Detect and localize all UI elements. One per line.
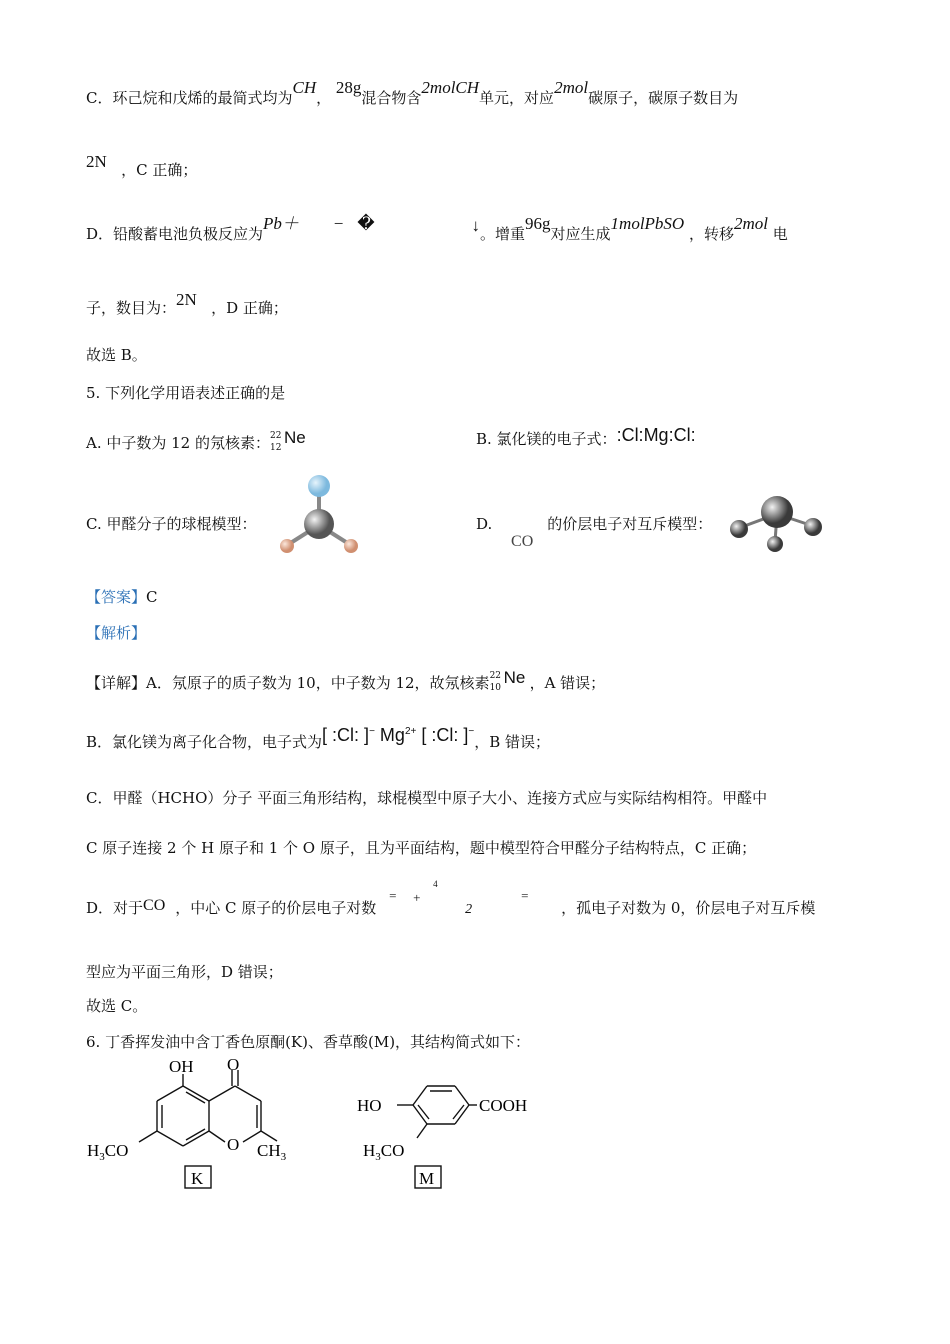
q5-option-c: C. 甲醛分子的球棍模型： xyxy=(86,515,257,533)
c-atom xyxy=(304,509,334,539)
detail-b: B．氯化镁为离子化合物，电子式为[ :Cl: ]− $Mg^{2+}$ [ :Cl: ]−，B 错误； xyxy=(86,725,551,751)
q5-conclusion: 故选 C。 xyxy=(86,997,148,1015)
h-atom xyxy=(280,539,294,553)
formula-2mol: 2mol xyxy=(554,78,589,97)
precipitate-arrow: ↓ xyxy=(471,216,481,235)
svg-text:H3CO: $H_3CO$ xyxy=(87,1141,129,1163)
q4-option-c-line2: 2N ，C 正确； xyxy=(86,152,198,179)
svg-text:O: O xyxy=(227,1058,240,1074)
structure-m-vanillic-acid xyxy=(355,1078,545,1198)
svg-text:O: O xyxy=(227,1135,240,1154)
formula-ch2: CH xyxy=(292,78,317,97)
svg-text:H3CO: $H_3CO$ xyxy=(363,1141,405,1163)
mgcl2-ionic-formula: [ :Cl: ]− $Mg^{2+}$ [ :Cl: ]− xyxy=(322,725,475,745)
answer-line: 【答案】C xyxy=(86,588,158,606)
structure-k-chromone xyxy=(85,1058,305,1198)
formula-28g: 28g xyxy=(335,78,362,97)
h-atom xyxy=(344,539,358,553)
svg-text:K: K xyxy=(191,1169,204,1188)
q5-stem: 5. 下列化学用语表述正确的是 xyxy=(86,384,286,402)
detail-a: 【详解】A．氖原子的质子数为 10，中子数为 12，故氖核素 22 10 Ne ，A 错误； xyxy=(86,668,606,693)
co3-vsepr-model xyxy=(725,492,825,554)
q6-stem: 6. 丁香挥发油中含丁香色原酮(K)、香草酸(M)，其结构简式如下： xyxy=(86,1033,531,1051)
analysis-label: 【解析】 xyxy=(86,624,147,642)
detail-c-line2: C 原子连接 2 个 H 原子和 1 个 O 原子，且为平面结构，题中模型符合甲醛分子结构特点，C 正确； xyxy=(86,839,757,857)
formula-2na: 2N xyxy=(86,152,107,171)
mgcl2-electron-formula: :Cl:Mg:Cl: xyxy=(616,425,696,445)
formula-2molch2: 2molCH xyxy=(421,78,480,97)
svg-text:HO: HO xyxy=(357,1096,382,1115)
svg-text:M: M xyxy=(419,1169,435,1188)
q5-option-d: D. CO的价层电子对互斥模型： xyxy=(476,515,713,550)
q4-option-d-line2: 子，数目为：2N ，D 正确； xyxy=(86,290,288,317)
q4-option-c-line1: C．环己烷和戊烯的最简式均为CH， 28g混合物含2molCH单元，对应2mol碳原子，碳原子数目为 xyxy=(86,78,739,107)
q4-option-d-line1: D．铅酸蓄电池负极反应为Pb＋ − � ↓。增重96g对应生成1molPbSO ，转移2mol 电 xyxy=(86,214,788,243)
co3-ion: CO xyxy=(511,533,534,550)
answer-label: 【答案】 xyxy=(86,588,147,606)
svg-text:OH: OH xyxy=(169,1058,194,1076)
svg-text:CH3: $CH_3$ xyxy=(257,1141,287,1163)
q5-option-b: B. 氯化镁的电子式：:Cl:Mg:Cl: xyxy=(476,425,696,448)
detail-d-line1: D．对于CO ，中心 C 原子的价层电子对数 = + 4 2 = ，孤电子对数为 0，价层电子对互斥模 xyxy=(86,879,816,917)
detail-c-line1: C．甲醛（HCHO）分子 平面三角形结构，球棍模型中原子大小、连接方式应与实际结构相符。甲醛中 xyxy=(86,789,768,807)
svg-text:COOH: COOH xyxy=(479,1096,528,1115)
ne-nuclide-symbol: 22 12 Ne xyxy=(270,428,306,453)
detail-d-line2: 型应为平面三角形，D 错误； xyxy=(86,963,283,981)
q4-conclusion: 故选 B。 xyxy=(86,346,147,364)
o-atom xyxy=(308,475,330,497)
formaldehyde-ball-stick-model xyxy=(275,470,365,555)
q5-option-a: A. 中子数为 12 的氖核素： 22 12 Ne xyxy=(86,428,310,453)
